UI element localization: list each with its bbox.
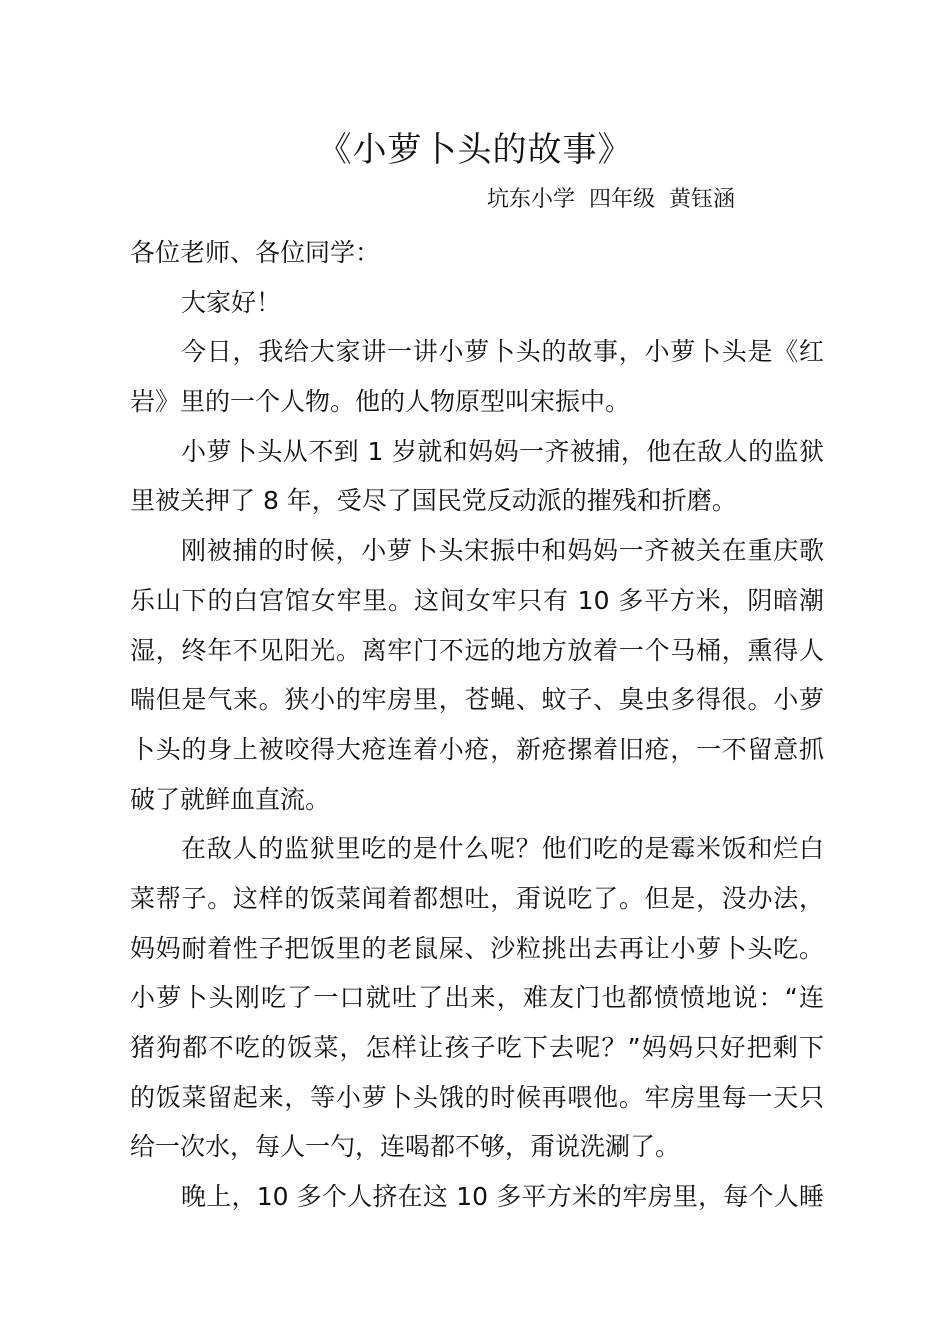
body-line: 湿，终年不见阳光。离牢门不远的地方放着一个马桶，熏得人 xyxy=(130,635,824,665)
body-line: 猪狗都不吃的饭菜，怎样让孩子吃下去呢？”妈妈只好把剩下 xyxy=(130,1033,824,1062)
body-line: 喘但是气来。狭小的牢房里，苍蝇、蚊子、臭虫多得很。小萝 xyxy=(130,685,824,715)
body-line: 妈妈耐着性子把饭里的老鼠屎、沙粒挑出去再让小萝卜头吃。 xyxy=(130,933,824,963)
body-line: 乐山下的白宫馆女牢里。这间女牢只有 10 多平方米，阴暗潮 xyxy=(130,585,824,615)
body-line: 破了就鲜血直流。 xyxy=(130,784,331,814)
body-line: 大家好！ xyxy=(181,287,282,317)
body-line: 小萝卜头刚吃了一口就吐了出来，难友门也都愤愤地说：“连 xyxy=(130,983,824,1013)
body-line: 的饭菜留起来，等小萝卜头饿的时候再喂他。牢房里每一天只 xyxy=(130,1082,824,1112)
body-line: 岩》里的一个人物。他的人物原型叫宋振中。 xyxy=(130,387,631,417)
body-line: 里被关押了 8 年，受尽了国民党反动派的摧残和折磨。 xyxy=(130,486,737,516)
document-title: 《小萝卜头的故事》 xyxy=(317,130,633,170)
body-line: 各位老师、各位同学： xyxy=(130,238,381,267)
body-line: 菜帮子。这样的饭菜闻着都想吐，甭说吃了。但是，没办法， xyxy=(130,883,824,913)
body-line: 晚上，10 多个人挤在这 10 多平方米的牢房里，每个人睡 xyxy=(181,1182,824,1212)
body-line: 小萝卜头从不到 1 岁就和妈妈一齐被捕，他在敌人的监狱 xyxy=(181,436,824,466)
body-line: 卜头的身上被咬得大疮连着小疮，新疮摞着旧疮，一不留意抓 xyxy=(130,734,824,764)
body-line: 今日，我给大家讲一讲小萝卜头的故事，小萝卜头是《红 xyxy=(181,337,824,367)
author-byline: 坑东小学 四年级 黄钰涵 xyxy=(487,187,735,212)
body-line: 在敌人的监狱里吃的是什么呢？他们吃的是霉米饭和烂白 xyxy=(181,834,824,864)
body-line: 刚被捕的时候，小萝卜头宋振中和妈妈一齐被关在重庆歌 xyxy=(181,536,824,566)
document-body xyxy=(130,228,824,1222)
body-line: 给一次水，每人一勺，连喝都不够，甭说洗涮了。 xyxy=(130,1132,681,1162)
